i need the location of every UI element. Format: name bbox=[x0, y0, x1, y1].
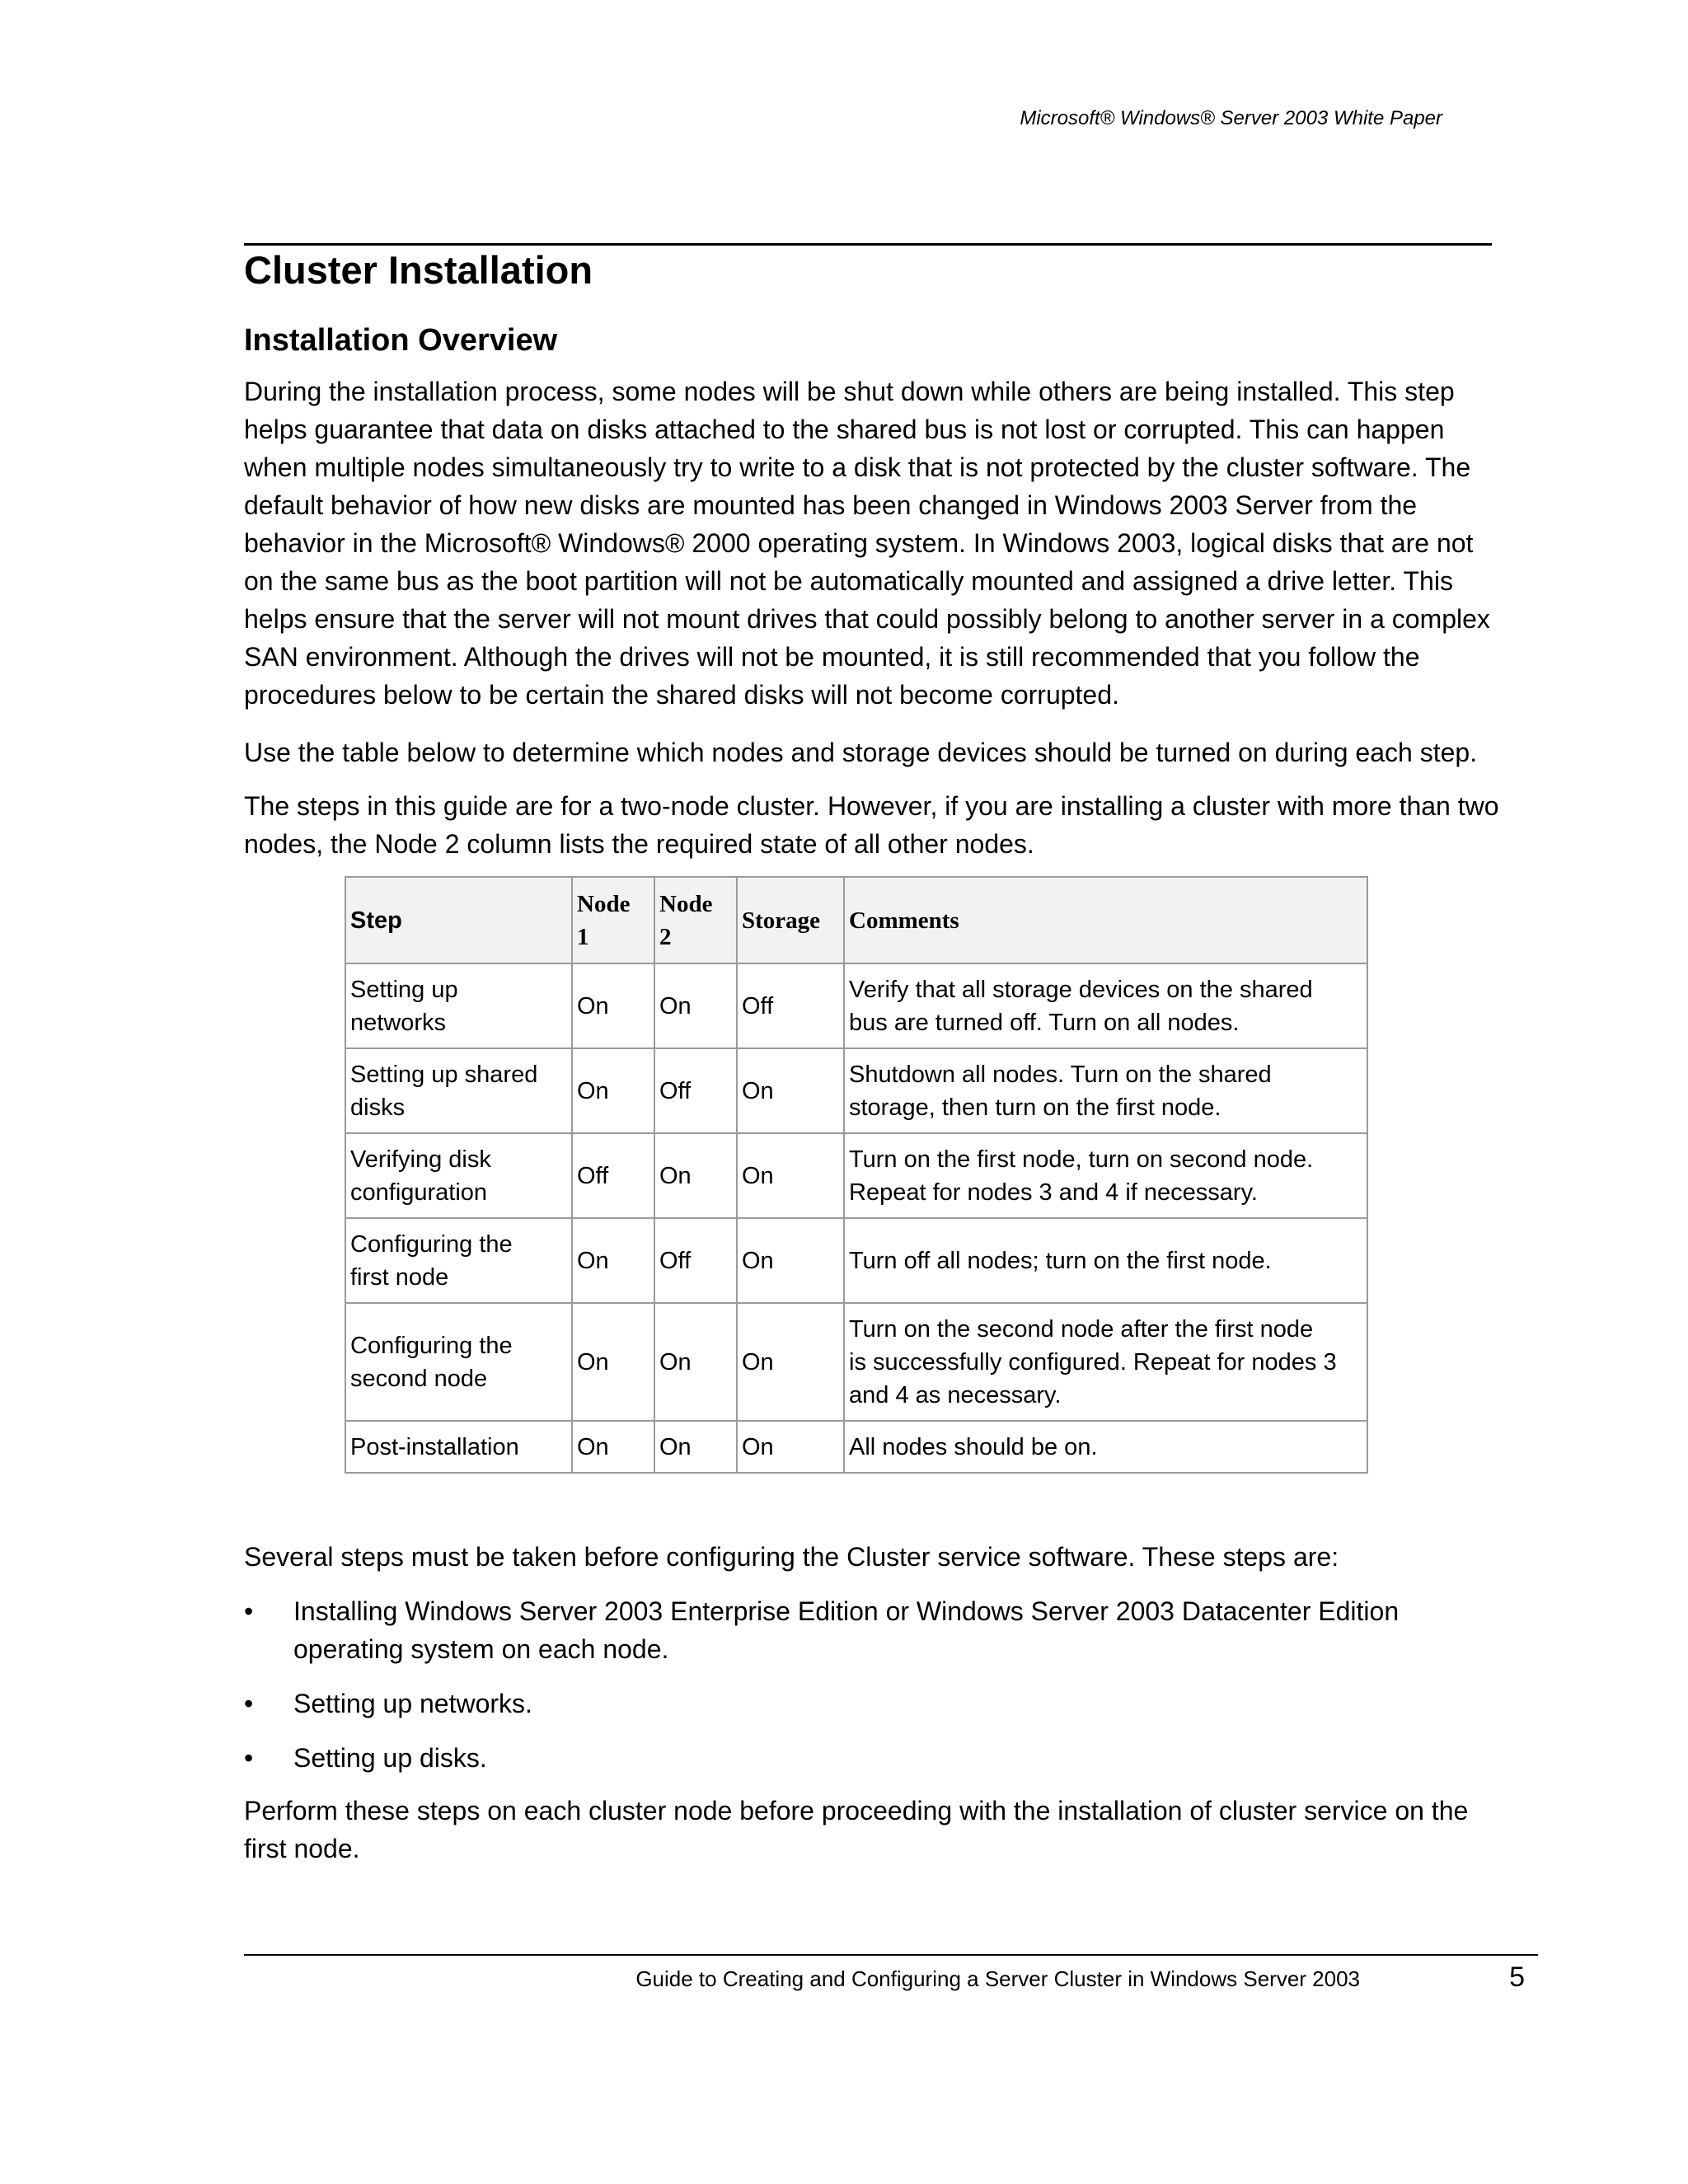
intro-line: when multiple nodes simultaneously try to write to a disk that is not protected by the cluster software. The bbox=[244, 452, 1471, 482]
cell-storage: On bbox=[737, 1218, 844, 1303]
perform-line: first node. bbox=[244, 1834, 360, 1863]
cell-comments bbox=[844, 1048, 1367, 1133]
cell-comments-line: Turn on the first node, turn on second node. bbox=[849, 1146, 1314, 1173]
cell-step-line: first node bbox=[350, 1263, 449, 1291]
intro-paragraph bbox=[244, 373, 1490, 714]
running-footer: Guide to Creating and Configuring a Server Cluster in Windows Server 2003 bbox=[635, 1966, 1360, 1991]
perform-paragraph bbox=[244, 1792, 1468, 1868]
header-node1-line: 1 bbox=[577, 923, 589, 950]
cell-node1: On bbox=[572, 963, 654, 1048]
table-header-row bbox=[345, 877, 1367, 963]
cell-step-line: Configuring the bbox=[350, 1332, 513, 1359]
header-node2-line: 2 bbox=[659, 923, 672, 950]
cell-storage: Off bbox=[737, 963, 844, 1048]
cell-comments-line: Turn off all nodes; turn on the first node. bbox=[849, 1247, 1272, 1274]
header-storage: Storage bbox=[737, 877, 844, 963]
cell-comments bbox=[844, 1218, 1367, 1303]
table-row bbox=[345, 1421, 1367, 1473]
header-comments: Comments bbox=[844, 877, 1367, 963]
cell-step-line: disks bbox=[350, 1094, 406, 1121]
cell-storage: On bbox=[737, 1303, 844, 1421]
table-row bbox=[345, 1133, 1367, 1218]
cell-step-line: second node bbox=[350, 1365, 488, 1392]
cell-comments-line: Verify that all storage devices on the shared bbox=[849, 976, 1313, 1003]
subsection-title: Installation Overview bbox=[244, 323, 558, 358]
page-number: 5 bbox=[1509, 1961, 1525, 1993]
cell-step-line: networks bbox=[350, 1009, 447, 1036]
intro-line: procedures below to be certain the shared disks will not become corrupted. bbox=[244, 680, 1119, 710]
list-item-line: Setting up disks. bbox=[293, 1743, 487, 1773]
several-steps-paragraph: Several steps must be taken before configuring the Cluster service software. These steps are: bbox=[244, 1542, 1339, 1572]
cell-node1: On bbox=[572, 1048, 654, 1133]
prerequisite-list bbox=[244, 1592, 1399, 1777]
cell-node1: On bbox=[572, 1421, 654, 1473]
cell-comments bbox=[844, 963, 1367, 1048]
header-node1-line: Node bbox=[577, 890, 631, 917]
bullet-icon: • bbox=[244, 1596, 254, 1626]
cell-node2: Off bbox=[654, 1048, 737, 1133]
list-item-line: operating system on each node. bbox=[293, 1634, 669, 1664]
two-node-paragraph bbox=[244, 787, 1499, 863]
cell-node2: On bbox=[654, 1303, 737, 1421]
cell-storage: On bbox=[737, 1421, 844, 1473]
cell-node2: On bbox=[654, 963, 737, 1048]
cell-storage: On bbox=[737, 1133, 844, 1218]
intro-line: default behavior of how new disks are mounted has been changed in Windows 2003 Server from the bbox=[244, 490, 1418, 520]
bullet-icon: • bbox=[244, 1743, 254, 1773]
cell-node2: On bbox=[654, 1133, 737, 1218]
header-node2 bbox=[654, 877, 737, 963]
cell-comments-line: is successfully configured. Repeat for nodes 3 bbox=[849, 1348, 1337, 1376]
list-item bbox=[244, 1739, 1399, 1777]
cell-comments bbox=[844, 1303, 1367, 1421]
cell-comments-line: Repeat for nodes 3 and 4 if necessary. bbox=[849, 1179, 1258, 1206]
cell-step-line: configuration bbox=[350, 1179, 488, 1206]
list-item bbox=[244, 1685, 1399, 1722]
cell-comments bbox=[844, 1133, 1367, 1218]
cell-comments-line: Shutdown all nodes. Turn on the shared bbox=[849, 1061, 1272, 1088]
section-title: Cluster Installation bbox=[244, 248, 593, 292]
list-item-line: Setting up networks. bbox=[293, 1689, 532, 1718]
cell-node2: On bbox=[654, 1421, 737, 1473]
header-rule bbox=[244, 243, 1492, 246]
cell-step-line: Verifying disk bbox=[350, 1146, 491, 1173]
cell-comments-line: and 4 as necessary. bbox=[849, 1381, 1062, 1408]
cell-node1: Off bbox=[572, 1133, 654, 1218]
intro-line: SAN environment. Although the drives will not be mounted, it is still recommended that you follow the bbox=[244, 642, 1420, 672]
cell-node1: On bbox=[572, 1218, 654, 1303]
two-node-line: The steps in this guide are for a two-node cluster. However, if you are installing a cluster with more than two bbox=[244, 791, 1499, 821]
two-node-line: nodes, the Node 2 column lists the required state of all other nodes. bbox=[244, 829, 1034, 859]
intro-line: behavior in the Microsoft® Windows® 2000 operating system. In Windows 2003, logical disks that are not bbox=[244, 528, 1474, 558]
cell-comments-line: bus are turned off. Turn on all nodes. bbox=[849, 1009, 1240, 1036]
header-node2-line: Node bbox=[659, 890, 713, 917]
intro-line: helps guarantee that data on disks attached to the shared bus is not lost or corrupted. This can happen bbox=[244, 415, 1445, 444]
cell-storage: On bbox=[737, 1048, 844, 1133]
cell-comments-line: storage, then turn on the first node. bbox=[849, 1094, 1221, 1121]
cell-step bbox=[345, 963, 572, 1048]
intro-line: helps ensure that the server will not mount drives that could possibly belong to another server in a complex bbox=[244, 604, 1490, 634]
power-state-table bbox=[345, 876, 1368, 1474]
cell-step bbox=[345, 1421, 572, 1473]
footer-rule bbox=[244, 1954, 1538, 1956]
header-node1 bbox=[572, 877, 654, 963]
cell-step-line: Configuring the bbox=[350, 1230, 513, 1258]
perform-line: Perform these steps on each cluster node before proceeding with the installation of cluster service on the bbox=[244, 1796, 1469, 1825]
intro-line: on the same bus as the boot partition will not be automatically mounted and assigned a drive letter. This bbox=[244, 566, 1453, 596]
cell-step-line: Setting up shared bbox=[350, 1061, 538, 1088]
cell-comments-line: Turn on the second node after the first node bbox=[849, 1315, 1314, 1343]
list-item-line: Installing Windows Server 2003 Enterprise Edition or Windows Server 2003 Datacenter Edition bbox=[293, 1596, 1400, 1626]
table-row bbox=[345, 963, 1367, 1048]
cell-step-line: Setting up bbox=[350, 976, 458, 1003]
table-row bbox=[345, 1218, 1367, 1303]
cell-step bbox=[345, 1218, 572, 1303]
power-state-table-wrapper bbox=[345, 876, 1367, 1474]
bullet-icon: • bbox=[244, 1689, 254, 1718]
table-row bbox=[345, 1048, 1367, 1133]
table-row bbox=[345, 1303, 1367, 1421]
intro-line: During the installation process, some nodes will be shut down while others are being installed. This step bbox=[244, 377, 1455, 406]
cell-node1: On bbox=[572, 1303, 654, 1421]
cell-node2: Off bbox=[654, 1218, 737, 1303]
cell-comments-line: All nodes should be on. bbox=[849, 1433, 1098, 1460]
list-item bbox=[244, 1592, 1399, 1668]
cell-step-line: Post-installation bbox=[350, 1433, 519, 1460]
cell-step bbox=[345, 1048, 572, 1133]
header-step: Step bbox=[345, 877, 572, 963]
cell-comments bbox=[844, 1421, 1367, 1473]
use-table-paragraph: Use the table below to determine which nodes and storage devices should be turned on during each step. bbox=[244, 738, 1478, 767]
table-body bbox=[345, 963, 1367, 1473]
cell-step bbox=[345, 1133, 572, 1218]
running-header: Microsoft® Windows® Server 2003 White Paper bbox=[1020, 107, 1442, 129]
cell-step bbox=[345, 1303, 572, 1421]
